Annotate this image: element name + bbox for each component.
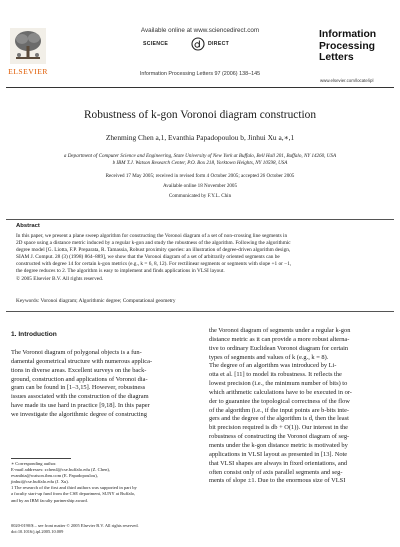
footnotes	[11, 461, 196, 504]
abstract-line: degree model [G. Liotta, F.P. Preparata, R. Tamassia, Robust proximity queries: an illustration of degree-driven algorithm design,	[16, 247, 291, 254]
body-line: bit precision required is db + O(1)). Our interest in the	[209, 424, 349, 432]
body-line: which arithmetic calculations have to be executed in or-	[209, 388, 352, 396]
body-line: gram can be found in [1–3,15]. However, robustness	[11, 384, 146, 392]
footnote-line: E-mail addresses: zchen4@cse.buffalo.edu (Z. Chen),	[11, 467, 111, 473]
footnote-line: ∗ Corresponding author.	[11, 461, 57, 466]
journal-citation: Information Processing Letters 97 (2006) 138–145	[139, 71, 261, 77]
elsevier-tree-logo-icon	[10, 28, 46, 64]
available-online-date: Available online 18 November 2005	[162, 183, 238, 189]
body-line: that VLSI shapes are always in fixed orientations, and	[209, 459, 348, 467]
affiliation-b: b IBM T.J. Watson Research Center, P.O. Box 218, Yorktown Heights, NY 10598, USA	[112, 160, 288, 166]
keywords: Keywords: Voronoi diagram; Algorithmic degree; Computational geometry	[16, 298, 176, 304]
journal-url-link[interactable]: www.elsevier.com/locate/ipl	[320, 78, 374, 83]
body-line: otta et al. [11] to model its robustness. It reflects the	[209, 371, 342, 379]
body-line: often consist only of axis parallel segments and seg-	[209, 468, 343, 476]
body-line: tions in diverse areas. Excellent surveys on the back-	[11, 366, 147, 374]
doi-line: doi:10.1016/j.ipl.2005.10.009	[11, 528, 64, 534]
sciencedirect-logo	[143, 37, 255, 51]
sciencedirect-left-text: SCIENCE	[143, 41, 169, 47]
right-column	[209, 327, 394, 486]
body-line: damental geometrical structure with numerous applica-	[11, 357, 153, 365]
body-line: robustness of constructing the Voronoi diagram of seg-	[209, 433, 350, 441]
abstract-line: SIAM J. Comput. 28 (3) (1998) 864–889], we show that the Voronoi diagram of a set of arbitrarily oriented segments can be	[16, 254, 280, 261]
abstract-bottom-rule	[6, 311, 394, 312]
abstract-line: constructed with degree 14 for certain k-gon metrics (e.g., k = 6, 8, 12). For rectilinear segments or segments with slope +1 or −1,	[16, 261, 292, 268]
body-line: of the algorithm (i.e., if the input points are b-bits inte-	[209, 406, 350, 414]
journal-title-block	[319, 29, 395, 64]
journal-title-line-3: Letters	[319, 52, 354, 63]
footnote-line: evanthia@watson.ibm.com (E. Papadopoulou),	[11, 473, 98, 479]
header-rule	[6, 87, 394, 88]
footnote-line: a faculty start-up fund from the CSE department, SUNY at Buffalo,	[11, 491, 136, 497]
body-line: The degree of an algorithm was introduced by Li-	[209, 362, 337, 370]
front-matter-line: 0020-0190/$ – see front matter © 2005 Elsevier B.V. All rights reserved.	[11, 523, 139, 528]
received-dates: Received 17 May 2005; received in revised form 4 October 2005; accepted 26 October 2005	[105, 173, 295, 179]
body-line: have made its use hard in practice [9,18]. In this paper	[11, 402, 150, 410]
abstract-line: In this paper, we present a plane sweep algorithm for constructing the Voronoi diagram of a set of non-crossing line segments in	[16, 233, 288, 239]
abstract-copyright: © 2005 Elsevier B.V. All rights reserved.	[16, 275, 104, 282]
body-line: lowest precision (i.e., the minimum number of bits) to	[209, 380, 348, 388]
body-line: ments under the k-gon distance metric is motivated by	[209, 441, 348, 449]
body-line: ground, construction and applications of Voronoi dia-	[11, 375, 148, 383]
affiliation-a: a Department of Computer Science and Engineering, State University of New York at Buffalo, Bell Hall 201, Buffalo, NY 14260, USA	[63, 153, 337, 159]
journal-title-line-2: Processing	[319, 40, 376, 52]
abstract-line: the degree reduces to 2. The algorithm is easy to implement and finds applications in VLSI layout.	[16, 268, 225, 275]
body-line: distance metric as it can provide a more robust alterna-	[209, 335, 350, 343]
body-line: The Voronoi diagram of polygonal objects is a fun-	[11, 349, 142, 356]
body-line: tive to ordinary Euclidean Voronoi diagram for certain	[209, 344, 349, 352]
body-line: the Voronoi diagram of segments under a regular k-gon	[209, 327, 351, 334]
body-line: applications in VLSI layout as presented in [13]. Note	[209, 450, 348, 458]
author-list: Zhenming Chen a,1, Evanthia Papadopoulou b, Jinhui Xu a,∗,1	[105, 133, 295, 142]
body-line: types of segments and values of k (e.g., k = 8).	[209, 353, 329, 361]
journal-title-line-1: Information	[319, 29, 377, 40]
paper-title: Robustness of k-gon Voronoi diagram construction	[83, 109, 317, 121]
communicated-by: Communicated by F.Y.L. Chin	[168, 193, 232, 199]
body-line: der to guarantee the topological correctness of the flow	[209, 397, 350, 405]
footnote-line: and by an IBM faculty partnership award.	[11, 497, 88, 503]
footnote-line: 1 The research of the first and third authors was supported in part by	[11, 485, 137, 491]
sciencedirect-mark-icon	[191, 37, 205, 51]
abstract-heading: Abstract	[16, 223, 40, 229]
available-online-text: Available online at www.sciencedirect.com	[140, 27, 260, 34]
abstract-body	[16, 233, 385, 283]
abstract-top-rule	[6, 219, 394, 220]
section-heading-introduction: 1. Introduction	[11, 331, 57, 338]
body-line: we investigate the algorithmic degree of constructing	[11, 410, 147, 418]
body-line: issues associated with the construction of the diagram	[11, 393, 149, 401]
body-line: gers and the degree of the algorithm is d, then the least	[209, 415, 349, 423]
front-matter-footer	[11, 523, 196, 534]
elsevier-wordmark: ELSEVIER	[8, 67, 48, 76]
body-line: ments of slope ±1. Due to the enormous size of VLSI	[209, 477, 346, 485]
left-column	[11, 349, 194, 420]
abstract-line: 2D space using a distance metric induced by a regular k-gon and study the robustness of the algorithm. Following the algorithmic	[16, 240, 291, 247]
footnote-rule	[11, 458, 71, 459]
sciencedirect-right-text: DIRECT	[208, 41, 230, 47]
footnote-line: jinhui@cse.buffalo.edu (J. Xu).	[11, 479, 69, 485]
